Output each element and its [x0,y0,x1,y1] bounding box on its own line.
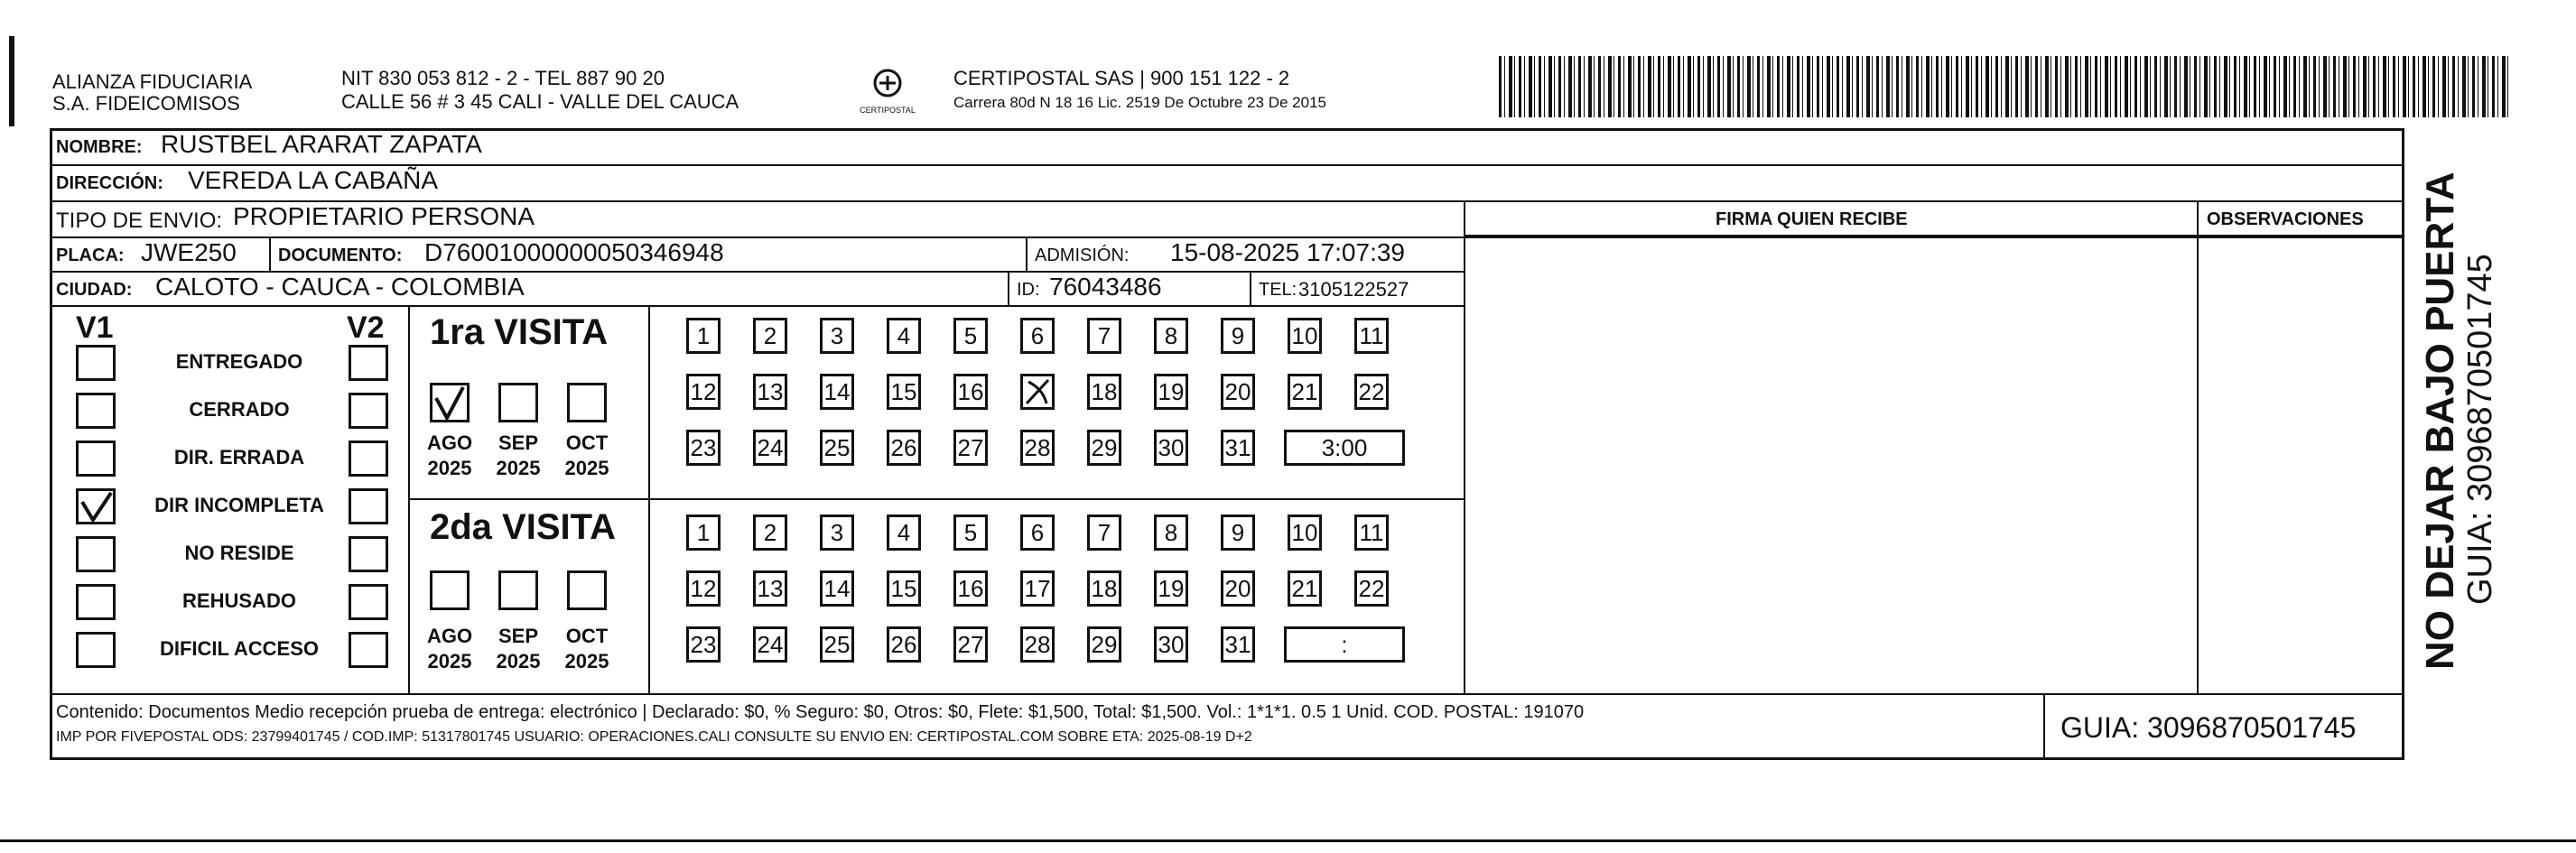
ciudad-value: CALOTO - CAUCA - COLOMBIA [155,273,525,301]
visit2-day-box[interactable]: 16 [953,570,988,607]
obs-col-left [2197,200,2199,693]
visit1-year-label: 2025 [496,457,541,479]
visit2-day-box[interactable]: 6 [1020,515,1055,551]
id-label: ID: [1017,280,1040,300]
visit-divider [408,498,1465,500]
visit1-time-box[interactable]: 3:00 [1284,430,1405,466]
tipo-envio-label: TIPO DE ENVIO: [56,209,223,233]
visit2-day-box[interactable]: 4 [887,515,921,551]
visit1-month-checkbox[interactable] [498,383,538,422]
status-option-label: NO RESIDE [184,542,294,564]
footer-line1: Contenido: Documentos Medio recepción prueba de entrega: electrónico | Declarado: $0, % Seguro: $0, Otros: $0, Flete: $1,500, Total: $1,500. Vol.: 1*1*1. 0.5 1 Unid. COD. POSTAL: 191070 [56,702,1585,722]
obs-header: OBSERVACIONES [2207,209,2364,229]
v1-label: V1 [76,311,114,345]
visit2-day-box[interactable]: 9 [1221,515,1255,551]
visit1-year-label: 2025 [427,457,472,479]
visit2-day-box[interactable]: 30 [1154,626,1188,663]
v2-checkbox[interactable] [349,584,388,620]
visit2-day-box[interactable]: 13 [753,570,787,607]
visit2-day-box[interactable]: 31 [1221,626,1255,663]
visit2-day-box[interactable]: 10 [1288,515,1322,551]
status-option-label: DIFICIL ACCESO [159,637,319,660]
visit1-month-sep [648,305,650,693]
v2-checkbox[interactable] [349,440,388,477]
visit2-month-label: AGO [426,625,473,647]
visit2-month-label: OCT [565,625,609,647]
nit-line1: NIT 830 053 812 - 2 - TEL 887 90 20 [341,67,665,89]
left-edge-mark [9,36,14,126]
visit1-month-label: SEP [498,431,539,454]
visit1-day-box[interactable]: 1 [686,318,721,354]
visit2-title: 2da VISITA [430,507,616,547]
tel-sep [1250,271,1251,305]
visit2-day-box[interactable]: 17 [1020,570,1055,607]
nombre-label: NOMBRE: [56,137,143,157]
visit2-day-box[interactable]: 24 [753,626,787,663]
visit2-day-box[interactable]: 27 [953,626,988,663]
placa-sep [269,236,271,271]
admision-label: ADMISIÓN: [1035,246,1130,265]
bottom-edge [0,839,2576,842]
firma-header: FIRMA QUIEN RECIBE [1716,209,1908,229]
visit2-day-box[interactable]: 15 [887,570,921,607]
visit2-month-checkbox[interactable] [567,570,607,610]
visit2-time-box[interactable]: : [1284,626,1405,663]
visit1-day-box[interactable]: 28 [1020,430,1055,466]
logo-text: CERTIPOSTAL [860,106,916,115]
v2-label: V2 [347,311,385,345]
visit2-day-box[interactable]: 7 [1087,515,1121,551]
footer-guia-sep [2043,693,2045,760]
placa-label: PLACA: [56,246,125,265]
company-name-line1: ALIANZA FIDUCIARIA [52,70,253,93]
admision-value: 15-08-2025 17:07:39 [1170,238,1405,266]
visit1-day-box[interactable]: 25 [820,430,854,466]
visit2-month-checkbox[interactable] [498,570,538,610]
status-option-label: ENTREGADO [175,350,303,373]
visit1-day-box[interactable]: 5 [953,318,988,354]
visit1-day-box[interactable]: 9 [1221,318,1255,354]
visit1-month-label: OCT [565,431,609,454]
v2-checkbox[interactable] [349,345,388,381]
visit1-day-box[interactable]: 12 [686,374,721,410]
visit1-day-box[interactable]: 29 [1087,430,1121,466]
visit1-day-box[interactable]: 27 [953,430,988,466]
nit-line2: CALLE 56 # 3 45 CALI - VALLE DEL CAUCA [341,90,739,113]
ciudad-label: CIUDAD: [56,280,133,300]
placa-value: JWE250 [141,238,237,266]
visit1-day-box[interactable]: 18 [1087,374,1121,410]
visit1-day-box[interactable]: 30 [1154,430,1188,466]
row-line-5 [50,305,1465,307]
v2-checkbox[interactable] [349,393,388,429]
visit1-day-box[interactable]: 19 [1154,374,1188,410]
status-option-label: CERRADO [189,398,290,421]
visit1-month-checkbox[interactable] [430,383,470,422]
visit2-day-box[interactable]: 21 [1288,570,1322,607]
visit2-month-checkbox[interactable] [430,570,470,610]
footer-line2: IMP POR FIVEPOSTAL ODS: 23799401745 / COD.IMP: 51317801745 USUARIO: OPERACIONES.CALI CONSULTE SU ENVIO EN: CERTIPOSTAL.COM SOBRE ETA: 2025-08-19 D+2 [56,729,1252,745]
v1-checkbox[interactable] [76,488,116,524]
id-sep [1008,271,1009,305]
visit1-day-box[interactable]: 4 [887,318,921,354]
visit1-month-label: AGO [426,431,473,454]
admision-sep [1026,236,1028,271]
visit1-day-box[interactable]: 2 [753,318,787,354]
tipo-envio-value: PROPIETARIO PERSONA [233,202,535,230]
documento-value: D76001000000050346948 [424,238,724,266]
visit2-day-box[interactable]: 1 [686,515,721,551]
direccion-value: VEREDA LA CABAÑA [188,166,439,194]
visit1-day-box[interactable]: 21 [1288,374,1322,410]
visit2-year-label: 2025 [496,650,541,672]
visit1-day-box[interactable]: 11 [1354,318,1389,354]
documento-label: DOCUMENTO: [278,246,403,265]
visit2-day-box[interactable]: 14 [820,570,854,607]
nombre-value: RUSTBEL ARARAT ZAPATA [161,130,482,158]
company-name-line2: S.A. FIDEICOMISOS [52,92,240,115]
visit1-day-box[interactable]: 22 [1354,374,1389,410]
visit2-day-box[interactable]: 23 [686,626,721,663]
visit2-day-box[interactable]: 5 [953,515,988,551]
visit2-day-box[interactable]: 26 [887,626,921,663]
visit1-day-box[interactable]: 6 [1020,318,1055,354]
visit2-year-label: 2025 [427,650,472,672]
visit2-day-box[interactable]: 18 [1087,570,1121,607]
visit1-day-box[interactable] [1020,374,1055,410]
visit2-day-box[interactable]: 8 [1154,515,1188,551]
certipostal-logo-icon [856,67,919,117]
visit2-day-box[interactable]: 2 [753,515,787,551]
visit2-year-label: 2025 [564,650,609,672]
sig-col-left [1464,200,1465,693]
visit1-day-box[interactable]: 24 [753,430,787,466]
visit2-day-box[interactable]: 3 [820,515,854,551]
v1-checkbox[interactable] [76,632,116,668]
visit2-day-box[interactable]: 19 [1154,570,1188,607]
v2-checkbox[interactable] [349,536,388,572]
visit2-day-box[interactable]: 11 [1354,515,1389,551]
v1-checkbox[interactable] [76,536,116,572]
courier-line1: CERTIPOSTAL SAS | 900 151 122 - 2 [953,67,1290,89]
v1-checkbox[interactable] [76,584,116,620]
visit1-day-box[interactable]: 10 [1288,318,1322,354]
direccion-label: DIRECCIÓN: [56,173,163,193]
visit2-day-box[interactable]: 22 [1354,570,1389,607]
status-option-label: REHUSADO [182,589,296,612]
barcode [1499,56,2510,117]
id-value: 76043486 [1049,273,1162,301]
v2-checkbox[interactable] [349,632,388,668]
visit1-day-box[interactable]: 26 [887,430,921,466]
tel-value: 3105122527 [1298,278,1409,301]
v1-checkbox[interactable] [76,345,116,381]
status-option-label: DIR. ERRADA [173,446,305,468]
visit1-day-box[interactable]: 7 [1087,318,1121,354]
footer-guia: GUIA: 3096870501745 [2060,711,2357,744]
visit1-day-box[interactable]: 16 [953,374,988,410]
status-option-label: DIR INCOMPLETA [154,494,324,516]
visit1-day-box[interactable]: 3 [820,318,854,354]
visit2-day-box[interactable]: 25 [820,626,854,663]
visit1-day-box[interactable]: 20 [1221,374,1255,410]
visit1-day-box[interactable]: 31 [1221,430,1255,466]
visit1-title: 1ra VISITA [430,312,609,352]
side-guia: GUIA: 3096870501745 [2461,254,2499,605]
visit2-day-box[interactable]: 20 [1221,570,1255,607]
visit1-day-box[interactable]: 15 [887,374,921,410]
side-warning: NO DEJAR BAJO PUERTA [2418,172,2462,670]
visit2-day-box[interactable]: 12 [686,570,721,607]
sig-header-line [1464,235,2404,236]
row-line-footer [50,693,2404,695]
tel-label: TEL: [1259,280,1297,300]
visit2-month-label: SEP [498,625,539,647]
visit1-year-label: 2025 [564,457,609,479]
v1-checkbox[interactable] [76,393,116,429]
v1-checkbox[interactable] [76,440,116,477]
visit2-day-box[interactable]: 29 [1087,626,1121,663]
visit2-day-box[interactable]: 28 [1020,626,1055,663]
visit1-day-box[interactable]: 13 [753,374,787,410]
visit1-day-box[interactable]: 14 [820,374,854,410]
visit1-day-box[interactable]: 23 [686,430,721,466]
courier-line2: Carrera 80d N 18 16 Lic. 2519 De Octubre 23 De 2015 [953,94,1326,111]
v2-checkbox[interactable] [349,488,388,524]
visit1-month-checkbox[interactable] [567,383,607,422]
visit1-day-box[interactable]: 8 [1154,318,1188,354]
